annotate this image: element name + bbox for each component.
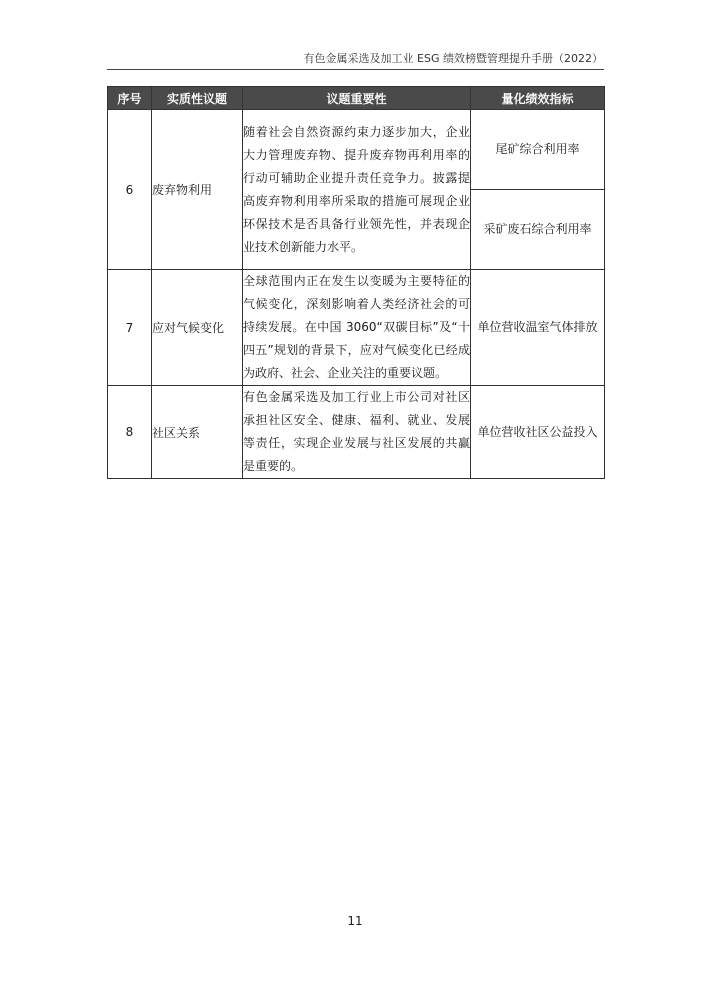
- table-row: [108, 270, 605, 386]
- row-topic: 应对气候变化: [152, 270, 243, 386]
- row-importance: 有色金属采选及加工行业上市公司对社区承担社区安全、健康、福利、就业、发展等责任，实现企业发展与社区发展的共赢是重要的。: [243, 386, 471, 479]
- page-number: 11: [347, 914, 363, 928]
- row-metric: 尾矿综合利用率: [471, 110, 605, 190]
- row-metric: 单位营收温室气体排放: [471, 270, 605, 386]
- column-header-number: 序号: [108, 87, 152, 110]
- column-header-topic: 实质性议题: [152, 87, 243, 110]
- header-title: 有色金属采选及加工业 ESG 绩效榜暨管理提升手册（2022）: [303, 52, 603, 65]
- row-number: 7: [108, 270, 152, 386]
- row-topic: 废弃物利用: [152, 110, 243, 270]
- row-topic: 社区关系: [152, 386, 243, 479]
- column-header-importance: 议题重要性: [243, 87, 471, 110]
- table-header-row: [108, 87, 605, 110]
- table-row: [108, 386, 605, 479]
- column-header-metrics: 量化绩效指标: [471, 87, 605, 110]
- esg-topics-table: [107, 86, 605, 479]
- row-metric: 采矿废石综合利用率: [471, 190, 605, 270]
- row-metric: 单位营收社区公益投入: [471, 386, 605, 479]
- row-number: 6: [108, 110, 152, 270]
- row-number: 8: [108, 386, 152, 479]
- table-row: [108, 110, 605, 190]
- row-importance: 全球范围内正在发生以变暖为主要特征的气候变化，深刻影响着人类经济社会的可持续发展。在中国 3060“双碳目标”及“十四五”规划的背景下，应对气候变化已经成为政府、社会、企业关注的重要议题。: [243, 270, 471, 386]
- row-importance: 随着社会自然资源约束力逐步加大，企业大力管理废弃物、提升废弃物再利用率的行动可辅助企业提升责任竞争力。披露提高废弃物利用率所采取的措施可展现企业环保技术是否具备行业领先性，并表现企业技术创新能力水平。: [243, 110, 471, 270]
- header-rule: [107, 69, 604, 70]
